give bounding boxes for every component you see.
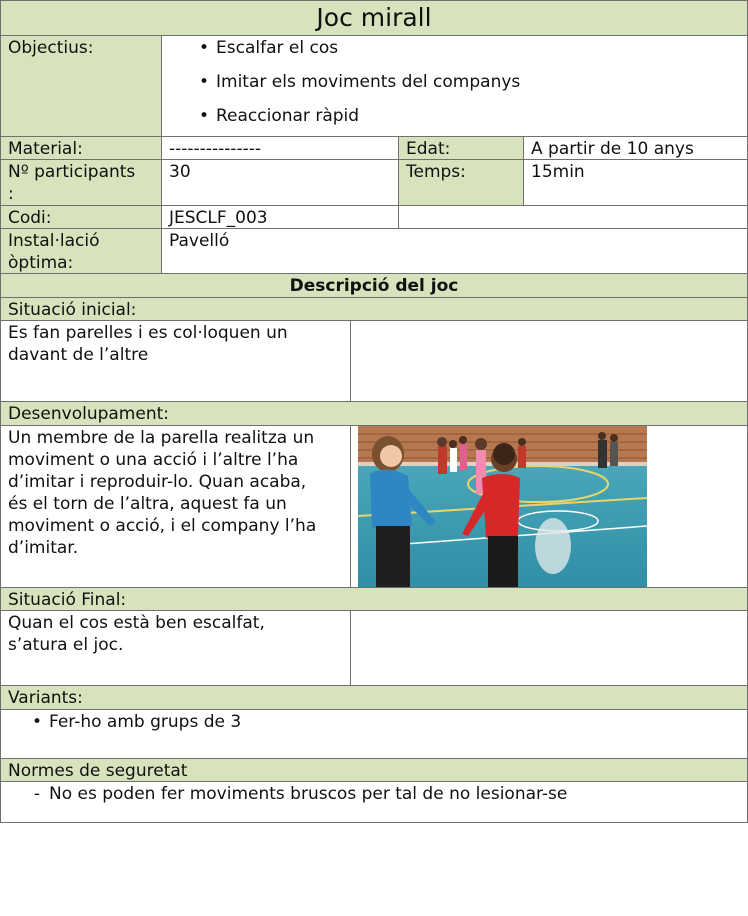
- objective-text: Escalfar el cos: [216, 38, 339, 58]
- objective-item: [192, 37, 747, 59]
- installacio-value: Pavelló: [161, 228, 748, 274]
- material-label: Material:: [0, 136, 162, 160]
- situacio-final-text: Quan el cos està ben escalfat, s’atura el joc.: [0, 610, 351, 686]
- photo-cell: [350, 425, 748, 588]
- descripcio-header: Descripció del joc: [0, 273, 748, 298]
- objective-text: Reaccionar ràpid: [216, 106, 360, 126]
- norma-text: No es poden fer moviments bruscos per tal de no lesionar-se: [49, 784, 568, 804]
- participants-value: 30: [161, 159, 399, 206]
- bullet-icon: •: [31, 712, 43, 732]
- variants-label: Variants:: [0, 685, 748, 710]
- objectius-label: Objectius:: [0, 35, 162, 137]
- bullet-icon: •: [198, 72, 210, 92]
- material-value: ---------------: [161, 136, 399, 160]
- dash-icon: -: [33, 784, 41, 804]
- variant-item: [25, 711, 747, 733]
- objective-text: Imitar els moviments del companys: [216, 72, 521, 92]
- codi-value: JESCLF_003: [161, 205, 399, 229]
- page-title: Joc mirall: [0, 0, 748, 36]
- empty-cell: [350, 320, 748, 402]
- edat-value: A partir de 10 anys: [523, 136, 748, 160]
- codi-label: Codi:: [0, 205, 162, 229]
- gym-photo: [358, 426, 647, 587]
- bullet-icon: •: [198, 38, 210, 58]
- normes-label: Normes de seguretat: [0, 758, 748, 782]
- desenvolupament-text: Un membre de la parella realitza un moviment o una acció i l’altre l’ha d’imitar i reproduir-lo. Quan acaba, és el torn de l’altra, aquest fa un moviment o acció, i el company l’ha d’imitar.: [0, 425, 351, 588]
- situacio-final-label: Situació Final:: [0, 587, 748, 611]
- norma-item: [25, 783, 747, 805]
- participants-label: Nº participants :: [0, 159, 162, 206]
- installacio-label: Instal·lació òptima:: [0, 228, 162, 274]
- situacio-inicial-label: Situació inicial:: [0, 297, 748, 321]
- temps-value: 15min: [523, 159, 748, 206]
- temps-label: Temps:: [398, 159, 524, 206]
- empty-cell: [398, 205, 748, 229]
- objective-item: [192, 105, 747, 127]
- objectius-list: [161, 35, 748, 137]
- bullet-icon: •: [198, 106, 210, 126]
- situacio-inicial-text: Es fan parelles i es col·loquen un davant de l’altre: [0, 320, 351, 402]
- empty-cell: [350, 610, 748, 686]
- desenvolupament-label: Desenvolupament:: [0, 401, 748, 426]
- edat-label: Edat:: [398, 136, 524, 160]
- normes-list: [0, 781, 748, 823]
- objective-item: [192, 71, 747, 93]
- variant-text: Fer-ho amb grups de 3: [49, 712, 242, 732]
- variants-list: [0, 709, 748, 759]
